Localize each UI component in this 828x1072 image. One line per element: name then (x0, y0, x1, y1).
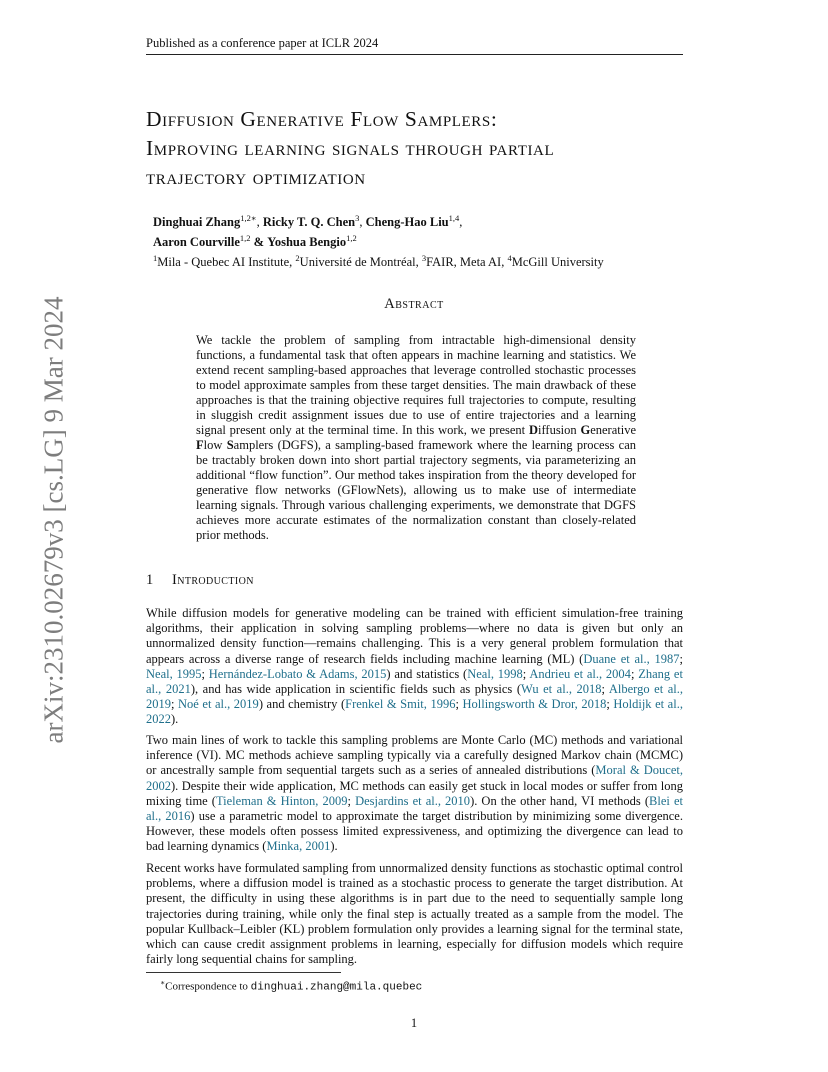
text-span: ; (522, 666, 530, 681)
title-line-3: trajectory optimization (146, 165, 366, 189)
section-title: Introduction (172, 572, 254, 588)
text-span: ). (171, 712, 179, 727)
text-span: ; (679, 651, 683, 666)
arxiv-stamp: arXiv:2310.02679v3 [cs.LG] 9 Mar 2024 (38, 296, 69, 744)
text-span: ; (601, 682, 609, 697)
abstract-span: low (203, 438, 227, 452)
author-affil: 1,2 (239, 233, 251, 244)
affil-text: Mila - Quebec AI Institute, (157, 255, 296, 270)
bold-letter: S (226, 438, 234, 452)
text-span: ) and chemistry ( (258, 697, 346, 712)
text-span: ; (630, 666, 639, 681)
citation-link[interactable]: Andrieu et al., 2004 (529, 666, 631, 681)
paragraph-2 (146, 733, 683, 855)
abstract-heading: Abstract (384, 296, 444, 312)
text-span: ) use a parametric model to approximate the target distribution by minimizing some divergence. However, these models often possess limited expressiveness, and optimizing the divergence can lead to bad learning dynamics ( (146, 809, 683, 854)
footnote (160, 978, 422, 994)
citation-link[interactable]: Hernández-Lobato & Adams, 2015 (208, 666, 387, 681)
abstract-span: amplers (233, 438, 274, 452)
text-span: ), and has wide application in scientific fields such as physics ( (190, 682, 522, 697)
abstract-span: enerative (590, 423, 637, 437)
abstract-span: iffusion (538, 423, 581, 437)
citation-link[interactable]: Moral & Doucet, 2002 (146, 763, 683, 793)
citation-link[interactable]: Tieleman & Hinton, 2009 (215, 793, 348, 808)
text-span: ) and statistics ( (386, 666, 468, 681)
text-span: ). On the other hand, VI methods ( (470, 793, 650, 808)
footnote-rule (146, 972, 341, 973)
text-span: ; (606, 697, 614, 712)
paragraph-3: Recent works have formulated sampling from unnormalized density functions as stochastic optimal control problems, where a diffusion model is trained as a stochastic process to generate the target distribution. At present, the difficulty in using these algorithms is in part due to the need to sequentially sample long trajectories during training, while only the final step is actually treated as a sample from the model. The popular Kullback–Leibler (KL) problem formulation only provides a learning signal for the terminal state, which can cause credit assignment problems in learning, especially for diffusion models which require fairly long sequential chains for sampling. (146, 861, 683, 967)
footnote-mark: ∗ (160, 978, 166, 987)
abstract-span: (DGFS), a sampling-based framework where the learning process can be tractably broken down into short partial trajectory segments, via parameterizing an additional “flow function”. Our method takes inspiration from the theory developed for generative flow networks (GFlowNets), allowing us to make use of intermediate learning signals. Through various challenging experiments, we demonstrate that DGFS achieves more accurate estimates of the normalization constant than closely-related prior methods. (196, 438, 637, 542)
author-amp: & (253, 235, 265, 250)
author-affil: 1,4 (448, 213, 460, 223)
author-affil: 1,2 (240, 213, 251, 223)
citation-link[interactable]: Albergo et al., 2019 (146, 682, 683, 712)
citation-link[interactable]: Desjardins et al., 2010 (355, 793, 471, 808)
author-name: Aaron Courville (153, 235, 240, 250)
author-line-1: Dinghuai Zhang$^{1,2∗}$, Ricky T. Q. Chen$^3$, Cheng-Hao Liu$^{1,4}$, (153, 213, 463, 230)
affil-text: Université de Montréal, (299, 255, 422, 270)
title-line-1: Diffusion Generative Flow Samplers: (146, 107, 498, 131)
section-heading (146, 572, 254, 589)
author-affil: 3 (355, 213, 360, 223)
affil-mark: 4 (507, 253, 512, 264)
header-rule (146, 54, 683, 55)
text-span: ; (455, 697, 463, 712)
bold-letter: G (580, 423, 591, 437)
bold-letter: D (528, 423, 538, 437)
correspondence-email[interactable]: dinghuai.zhang@mila.quebec (250, 981, 423, 994)
author-block (153, 210, 604, 270)
running-header: Published as a conference paper at ICLR 2024 (146, 36, 379, 50)
text-span: Two main lines of work to tackle this sampling problems are Monte Carlo (MC) methods and variational inference (VI). MC methods achieve sampling typically via a carefully designed Markov chain (MCMC) or ancestrally sample from sequential targets such as a series of annealed distributions ( (146, 733, 683, 778)
abstract-text (196, 333, 636, 543)
paragraph-1 (146, 606, 683, 728)
affiliations (153, 250, 604, 270)
title-line-2: Improving learning signals through partial (146, 136, 555, 160)
citation-link[interactable]: Zhang et al., 2021 (146, 666, 683, 697)
citation-link[interactable]: Wu et al., 2018 (521, 682, 602, 697)
paper-title (146, 105, 706, 192)
citation-link[interactable]: Neal, 1998 (467, 666, 523, 681)
author-name: Dinghuai Zhang (153, 215, 241, 230)
citation-link[interactable]: Blei et al., 2016 (146, 793, 683, 824)
citation-link[interactable]: Duane et al., 1987 (583, 651, 680, 666)
text-span: ; (201, 666, 209, 681)
citation-link[interactable]: Noé et al., 2019 (178, 697, 259, 712)
affil-mark: 3 (421, 253, 427, 264)
author-affil: 1,2 (346, 233, 357, 244)
bold-letter: F (196, 438, 204, 452)
affil-text: FAIR, Meta AI, (426, 255, 508, 270)
citation-link[interactable]: Minka, 2001 (266, 839, 331, 854)
citation-link[interactable]: Frenkel & Smit, 1996 (345, 697, 456, 712)
abstract-span: We tackle the problem of sampling from intractable high-dimensional density functions, a fundamental task that often appears in machine learning and statistics. We extend recent sampling-based approaches that leverage controlled stochastic processes to model approximate samples from these target densities. The main drawback of these approaches is that the training objective requires full trajectories to compute, resulting in sluggish credit assignment issues due to use of entire trajectories and a learning signal present only at the terminal time. In this work, we present (196, 333, 636, 437)
citation-link[interactable]: Neal, 1995 (146, 666, 202, 681)
text-span: ). (330, 839, 338, 854)
author-name: Cheng-Hao Liu (365, 215, 449, 230)
text-span: ; (347, 793, 356, 808)
author-name: Yoshua Bengio (267, 235, 347, 250)
page-number: 1 (410, 1016, 418, 1030)
text-span: ). Despite their wide application, MC methods can easily get stuck in local modes or suffer from long mixing time ( (146, 778, 683, 808)
citation-link[interactable]: Hollingsworth & Dror, 2018 (462, 697, 607, 712)
footnote-text: Correspondence to (165, 980, 251, 993)
author-line-2 (153, 230, 604, 250)
author-star: ∗ (250, 213, 257, 223)
text-span: ; (171, 697, 179, 712)
affil-mark: 2 (295, 253, 300, 264)
affil-mark: 1 (153, 253, 158, 264)
citation-link[interactable]: Holdijk et al., 2022 (146, 697, 683, 727)
section-number: 1 (146, 572, 154, 588)
author-name: Ricky T. Q. Chen (262, 215, 356, 230)
affil-text: McGill University (511, 255, 604, 270)
text-span: While diffusion models for generative modeling can be trained with efficient simulation-free training algorithms, their application in solving sampling problems—where no data is given but only an unnormalized density function—remains challenging. This is a very general problem formulation that appears across a diverse range of research fields including machine learning (ML) ( (146, 606, 683, 666)
